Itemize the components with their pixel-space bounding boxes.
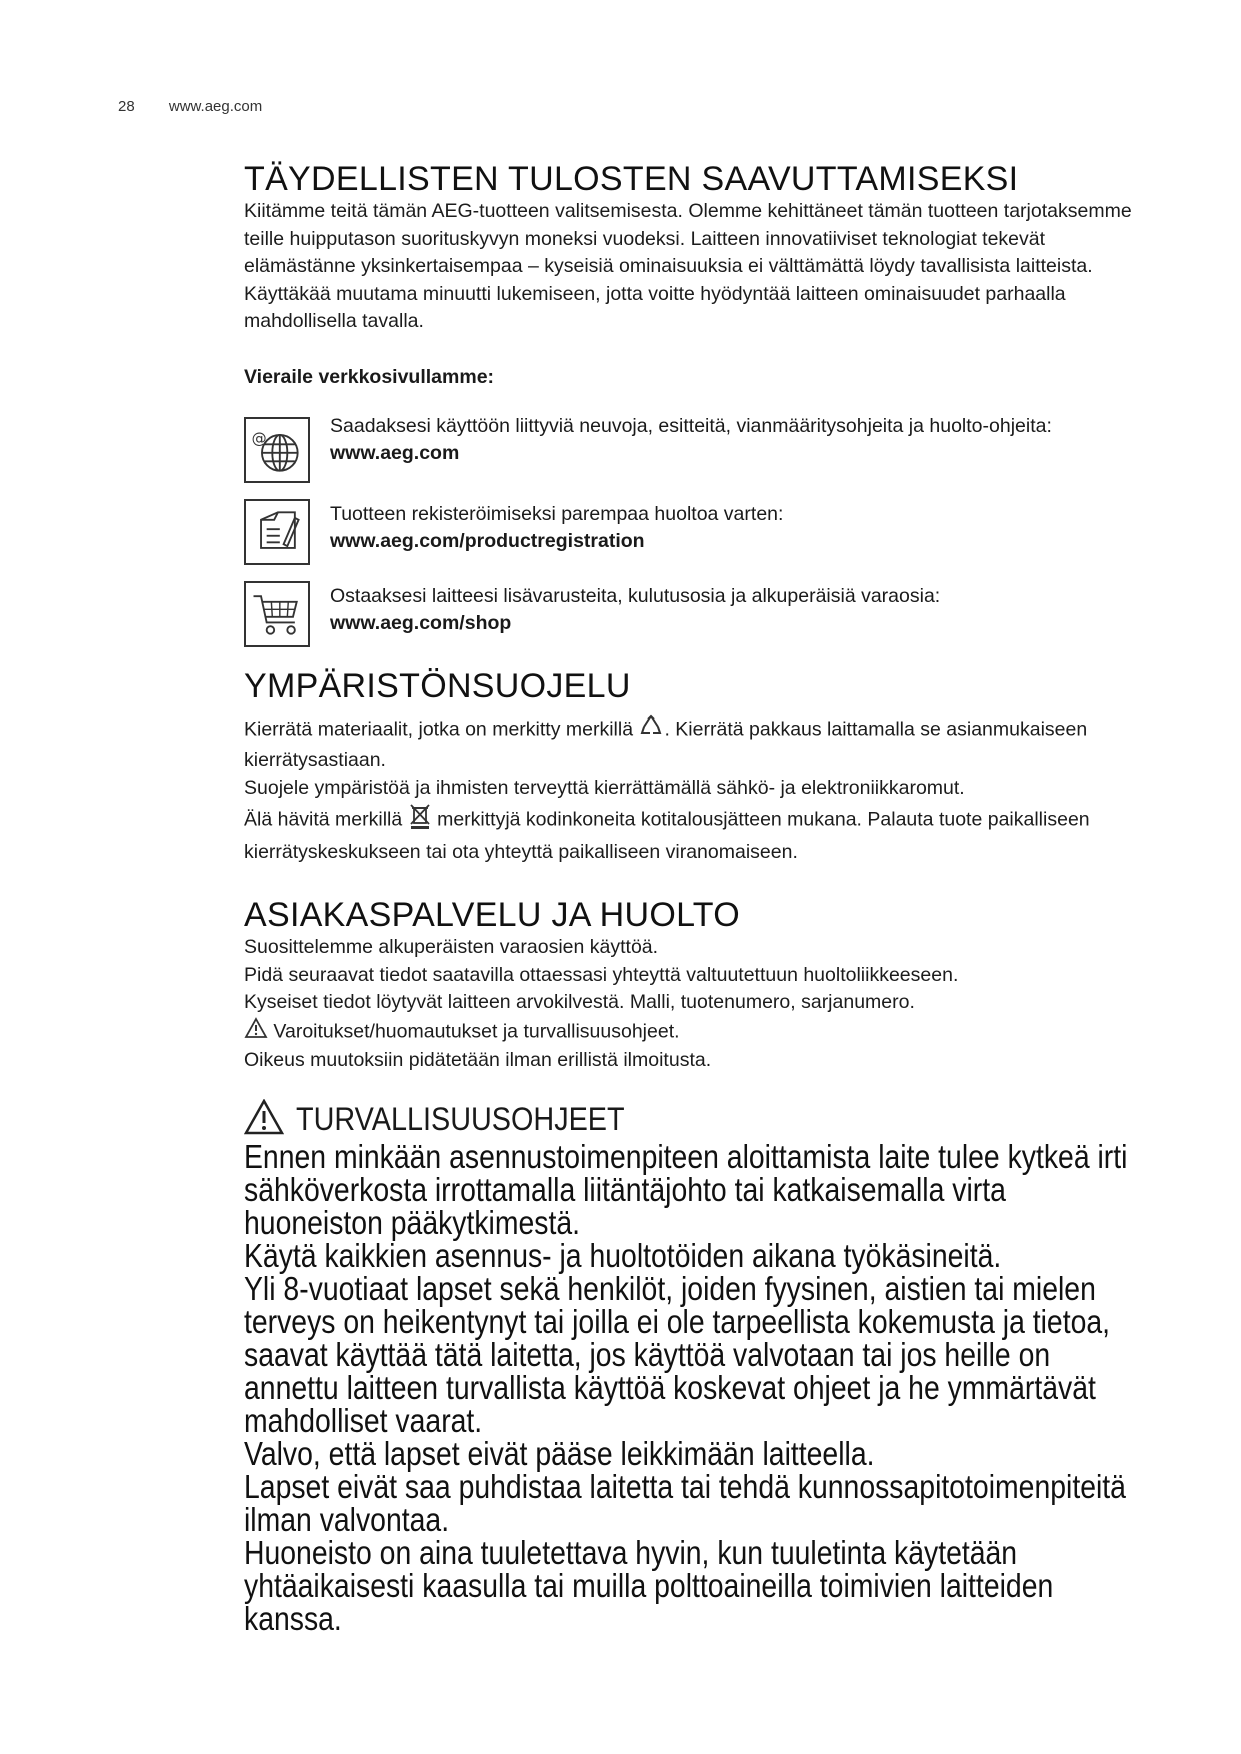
web-link-description: Ostaaksesi laitteesi lisävarusteita, kulutusosia ja alkuperäisiä varaosia:	[330, 584, 941, 607]
service-text: Oikeus muutoksiin pidätetään ilman erillistä ilmoitusta.	[244, 1049, 712, 1071]
web-link-url[interactable]: www.aeg.com/productregistration	[330, 529, 645, 552]
intro-title: TÄYDELLISTEN TULOSTEN SAAVUTTAMISEKSI	[244, 160, 1019, 198]
warning-icon	[244, 1017, 268, 1048]
safety-paragraph: Lapset eivät saa puhdistaa laitetta tai tehdä kunnossapitotoimenpiteitä ilman valvontaa.	[244, 1467, 1126, 1538]
website-link[interactable]: www.aeg.com	[168, 98, 263, 115]
recycling-icon	[638, 713, 664, 748]
web-link-url[interactable]: www.aeg.com	[330, 441, 460, 464]
safety-heading	[244, 1099, 1144, 1140]
safety-body	[244, 1137, 1138, 1637]
web-link-url[interactable]: www.aeg.com/shop	[330, 611, 512, 634]
svg-text:@: @	[251, 428, 267, 447]
environment-text: . Kierrätä pakkaus laittamalla se asianmukaiseen kierrätysastiaan.	[244, 717, 1088, 771]
service-title: ASIAKASPALVELU JA HUOLTO	[244, 896, 740, 934]
environment-text: merkittyjä kodinkoneita kotitalousjätteen mukana. Palauta tuote paikalliseen kierrätyskeskukseen tai ota yhteyttä paikalliseen viranomaiseen.	[244, 808, 1090, 863]
web-globe-icon	[244, 417, 310, 483]
safety-paragraph: Yli 8-vuotiaat lapset sekä henkilöt, joiden fyysinen, aistien tai mielen terveys on heikentynyt tai joilla ei ole tarpeellista kokemusta ja tietoa, saavat käyttää tätä laitetta, jos käyttöä valvotaan tai jos heille on annettu laitteen turvallista käyttöä koskevat ohjeet ja he ymmärtävät mahdolliset vaarat.	[244, 1269, 1111, 1439]
visit-heading: Vieraile verkkosivullamme:	[244, 365, 495, 388]
page-number: 28	[118, 98, 135, 115]
page-content	[244, 160, 1144, 1635]
service-paragraph	[244, 934, 1144, 1075]
service-text: Varoitukset/huomautukset ja turvallisuusohjeet.	[273, 1019, 680, 1042]
safety-paragraph: Valvo, että lapset eivät pääse leikkimään laitteella.	[244, 1434, 875, 1472]
intro-paragraph: Kiitämme teitä tämän AEG-tuotteen valitsemisesta. Olemme kehittäneet tämän tuotteen tarjotaksemme teille huipputason suorituskyvyn moneksi vuodeksi. Laitteen innovatiiviset teknologiat tekevät elämästänne yksinkertaisempaa – kyseisiä ominaisuuksia ei välttämättä löydy tavallisista laitteista. Käyttäkää muutama minuutti lukemiseen, jotta voitte hyödyntää laitteen ominaisuudet parhaalla mahdollisella tavalla.	[244, 200, 1132, 332]
safety-paragraph: Huoneisto on aina tuuletettava hyvin, kun tuuletinta käytetään yhtäaikaisesti kaasulla tai muilla polttoaineilla toimivien laitteiden kanssa.	[244, 1533, 1054, 1637]
safety-paragraph: Käytä kaikkien asennus- ja huoltotöiden aikana työkäsineitä.	[244, 1236, 1002, 1274]
environment-text: Suojele ympäristöä ja ihmisten terveyttä kierrättämällä sähkö- ja elektroniikkaromut.	[244, 776, 965, 799]
safety-title: TURVALLISUUSOHJEET	[296, 1101, 625, 1137]
environment-text: Älä hävitä merkillä	[244, 808, 403, 831]
warning-icon	[244, 1099, 284, 1140]
service-text: Suosittelemme alkuperäisten varaosien käyttöä.	[244, 936, 659, 958]
environment-title: YMPÄRISTÖNSUOJELU	[244, 666, 631, 705]
web-link-description: Tuotteen rekisteröimiseksi parempaa huoltoa varten:	[330, 502, 784, 525]
web-link-description: Saadaksesi käyttöön liittyviä neuvoja, esitteitä, vianmääritysohjeita ja huolto-ohjeita:	[330, 414, 1052, 437]
shopping-cart-icon	[244, 581, 310, 647]
environment-paragraph	[244, 713, 1144, 867]
registration-icon	[244, 499, 310, 565]
web-link-row	[244, 499, 1144, 569]
environment-text: Kierrätä materiaalit, jotka on merkitty merkillä	[244, 717, 634, 740]
service-text: Pidä seuraavat tiedot saatavilla ottaessasi yhteyttä valtuutettuun huoltoliikkeeseen.	[244, 963, 959, 986]
web-link-row	[244, 414, 1144, 487]
crossed-bin-icon	[408, 802, 432, 839]
page-header	[118, 98, 262, 115]
service-text: Kyseiset tiedot löytyvät laitteen arvokilvestä. Malli, tuotenumero, sarjanumero.	[244, 991, 915, 1013]
safety-paragraph: Ennen minkään asennustoimenpiteen aloittamista laite tulee kytkeä irti sähköverkosta irrottamalla liitäntäjohto tai katkaisemalla virta huoneiston pääkytkimestä.	[244, 1137, 1128, 1241]
web-link-row	[244, 581, 1144, 651]
